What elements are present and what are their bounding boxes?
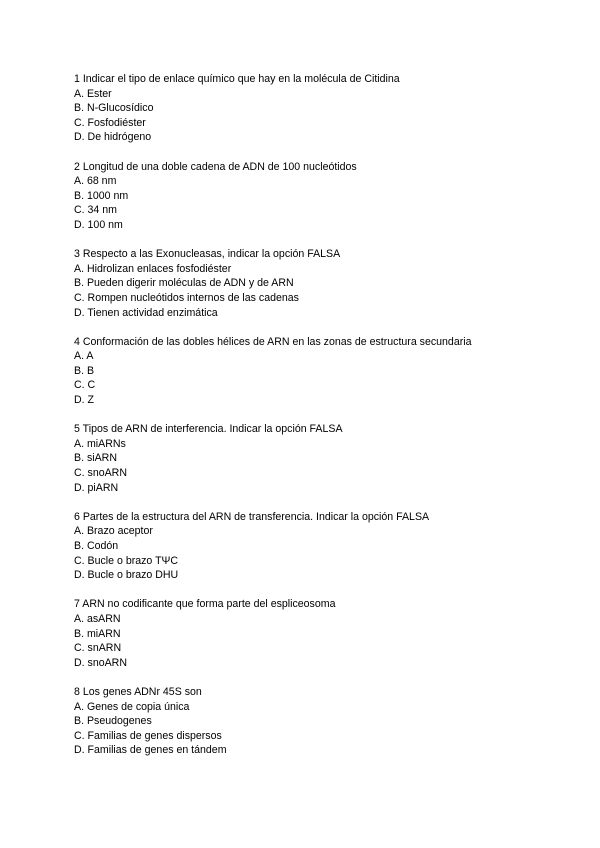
question-stem: 2 Longitud de una doble cadena de ADN de 100 nucleótidos — [74, 160, 357, 173]
answer-option-b: B. Codón — [74, 540, 119, 552]
answer-option-d: D. De hidrógeno — [74, 131, 152, 144]
answer-option-c: C. Familias de genes dispersos — [74, 729, 222, 742]
question-list — [74, 72, 574, 773]
answer-option-b: B. miARN — [74, 627, 121, 640]
answer-option-b: B. siARN — [74, 452, 117, 465]
answer-option-b: B. Pueden digerir moléculas de ADN y de ARN — [74, 277, 294, 290]
answer-option-d: D. snoARN — [74, 656, 127, 669]
question-stem: 6 Partes de la estructura del ARN de transferencia. Indicar la opción FALSA — [74, 510, 430, 523]
question-stem: 8 Los genes ADNr 45S son — [74, 685, 202, 698]
answer-option-c: C. 34 nm — [74, 204, 117, 217]
answer-option-c: C. Fosfodiéster — [74, 116, 146, 129]
answer-option-c: C. Bucle o brazo TΨC — [74, 554, 179, 567]
answer-option-d: D. 100 nm — [74, 218, 123, 231]
answer-option-b: B. Pseudogenes — [74, 715, 152, 728]
answer-option-a: A. Ester — [74, 87, 112, 100]
question-8 — [74, 685, 574, 758]
question-5 — [74, 422, 574, 495]
answer-option-a: A. miARNs — [74, 437, 126, 450]
answer-option-c: C. Rompen nucleótidos internos de las cadenas — [74, 291, 299, 304]
question-stem: 4 Conformación de las dobles hélices de ARN en las zonas de estructura secundaria — [74, 335, 472, 348]
question-stem: 3 Respecto a las Exonucleasas, indicar la opción FALSA — [74, 248, 341, 261]
answer-option-d: D. Z — [74, 394, 95, 407]
answer-option-a: A. asARN — [74, 612, 121, 625]
answer-option-a: A. Brazo aceptor — [74, 525, 153, 538]
answer-option-d: D. Tienen actividad enzimática — [74, 306, 218, 319]
question-2 — [74, 160, 574, 233]
answer-option-a: A. Hidrolizan enlaces fosfodiéster — [74, 262, 232, 275]
question-1 — [74, 72, 574, 145]
answer-option-b: B. B — [74, 364, 95, 377]
answer-option-d: D. Bucle o brazo DHU — [74, 569, 179, 582]
answer-option-a: A. 68 nm — [74, 175, 117, 188]
answer-option-c: C. C — [74, 379, 96, 392]
answer-option-c: C. snARN — [74, 642, 122, 655]
question-4 — [74, 335, 574, 408]
question-stem: 7 ARN no codificante que forma parte del espliceosoma — [74, 598, 336, 611]
question-3 — [74, 247, 574, 320]
question-stem: 1 Indicar el tipo de enlace químico que hay en la molécula de Citidina — [74, 73, 400, 85]
answer-option-a: A. A — [74, 350, 94, 363]
question-6 — [74, 510, 574, 583]
answer-option-a: A. Genes de copia única — [74, 700, 190, 713]
answer-option-c: C. snoARN — [74, 467, 127, 480]
answer-option-d: D. piARN — [74, 481, 119, 494]
question-7 — [74, 597, 574, 670]
answer-option-d: D. Familias de genes en tándem — [74, 744, 227, 757]
question-stem: 5 Tipos de ARN de interferencia. Indicar la opción FALSA — [74, 423, 343, 436]
answer-option-b: B. 1000 nm — [74, 189, 129, 202]
answer-option-b: B. N-Glucosídico — [74, 102, 154, 115]
